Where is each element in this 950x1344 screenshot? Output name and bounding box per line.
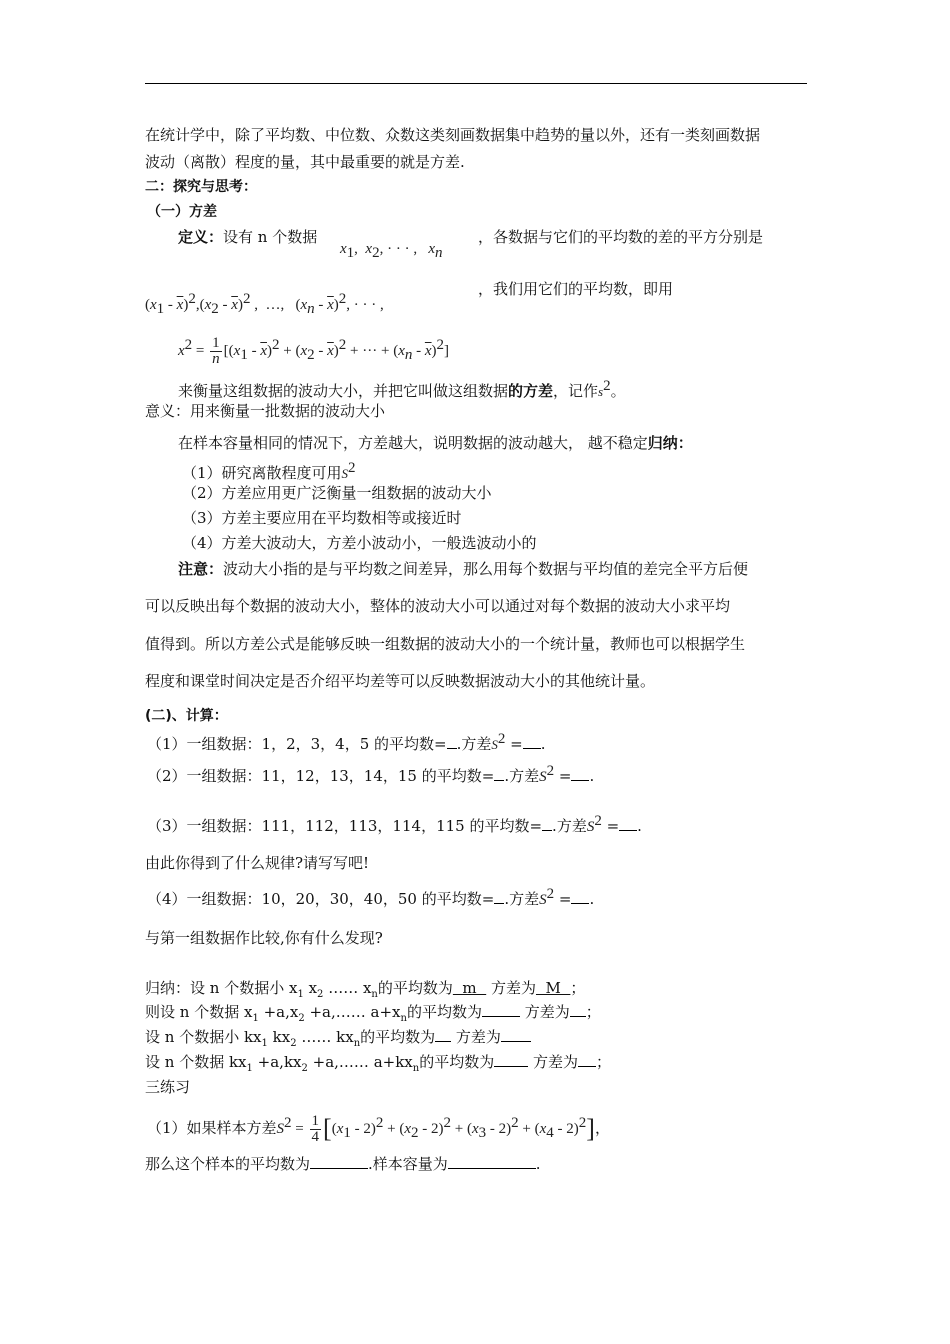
- practice-sample-size-blank[interactable]: [448, 1154, 536, 1169]
- intro-line-1: 在统计学中，除了平均数、中位数、众数这类刻画数据集中趋势的量以外，还有一类刻画数据: [145, 126, 761, 144]
- calc-q4-end: .: [589, 890, 595, 908]
- practice-q1-line-2: [145, 1154, 541, 1174]
- summary-line-4: 设 n 个数据 $kx_1 +a,kx_2$ +a,…… $a+kx_n$的平均数为 方差为 ；: [145, 1053, 612, 1074]
- item-3: （3）方差主要应用在平均数相等或接近时: [182, 509, 462, 527]
- practice-mean-blank[interactable]: [310, 1154, 368, 1169]
- summary-mean-m: m: [452, 979, 487, 997]
- calc-q1-variance-label: .方差: [456, 735, 492, 753]
- calc-q2-eq: =: [554, 767, 572, 785]
- sample-line: [178, 433, 693, 453]
- note-label: 注意：: [178, 560, 224, 578]
- practice-fraction: $\frac{1}{4}$: [311, 1112, 320, 1145]
- definition-text-a: 设有 n 个数据: [223, 228, 318, 246]
- summary-l4-f: ；: [596, 1053, 612, 1071]
- summary-l3-e: 方差为: [451, 1028, 501, 1046]
- header-rule: [145, 83, 807, 84]
- calc-q3-mean-blank[interactable]: [542, 816, 552, 831]
- summary-l2-c: +a,…… a+x: [304, 1003, 401, 1021]
- note-text-1: 波动大小指的是与平均数之间差异，那么用每个数据与平均值的差完全平方后便: [223, 560, 749, 578]
- note-line-1: [178, 559, 748, 579]
- calc-q2-end: .: [589, 767, 595, 785]
- summary-l1-f: ；: [570, 979, 586, 997]
- section-title: 二：探究与思考：: [145, 179, 257, 195]
- calc-q1-end: .: [540, 735, 546, 753]
- summary-line-1: 归纳：设 n 个数据小 $x_1$ $x_2$ …… $x_n$的平均数为 m 方差为 M ；: [145, 979, 586, 1000]
- summary-l3-variance-blank[interactable]: [501, 1027, 531, 1042]
- calc-q1: （1）一组数据：1，2，3，4，5 的平均数= .方差$S^2$ = .: [147, 731, 546, 753]
- calc-q2: （2）一组数据：11，12，13，14，15 的平均数= .方差$S^2$ = .: [147, 763, 595, 785]
- practice-q1-line2-a: 那么这个样本的平均数为: [145, 1155, 311, 1173]
- definition-text-f: 。: [610, 382, 626, 400]
- definition-line-1: [178, 227, 317, 247]
- calc-q3-text: （3）一组数据：111，112，113，114，115 的平均数=: [147, 817, 543, 835]
- variance-formula: $x^2$ = $\frac{1}{n}$ [$(x_1 - \overline{x})^2 + (x_2 - \overline{x})^2$ + ··· + $(x_n - \overline{x})^2$]: [178, 334, 450, 367]
- practice-q1-line2-c: .: [535, 1155, 541, 1173]
- summary-l1-d: 的平均数为: [377, 979, 453, 997]
- item-2: （2）方差应用更广泛衡量一组数据的波动大小: [182, 484, 492, 502]
- calc-q3-end: .: [637, 817, 642, 835]
- summary-l2-variance-blank[interactable]: [570, 1002, 586, 1017]
- definition-text-b: ，各数据与它们的平均数的差的平方分别是: [478, 228, 764, 246]
- summary-l4-c: +a,…… a+kx: [307, 1053, 413, 1071]
- calc-q4: （4）一组数据：10，20，30，40，50 的平均数= .方差$S^2$ = .: [147, 886, 595, 908]
- definition-text-d: 来衡量这组数据的波动大小，并把它叫做这组数据: [178, 382, 509, 400]
- item-4: （4）方差大波动大，方差小波动小，一般选波动小的: [182, 534, 537, 552]
- calc-q4-variance-label: .方差: [504, 890, 540, 908]
- calc-q2-variance-blank[interactable]: [571, 766, 589, 781]
- calc-q3-eq: =: [601, 817, 620, 835]
- note-line-2: 可以反映出每个数据的波动大小，整体的波动大小可以通过对每个数据的波动大小求平均: [145, 597, 731, 615]
- summary-l4-d: 的平均数为: [419, 1053, 495, 1071]
- summary-l1-e: 方差为: [486, 979, 536, 997]
- calc-q4-text: （4）一组数据：10，20，30，40，50 的平均数=: [147, 890, 495, 908]
- calc-q3-variance-blank[interactable]: [619, 816, 637, 831]
- summary-l3-mean-blank[interactable]: [435, 1027, 451, 1042]
- summary-l3-c: …… kx: [296, 1028, 354, 1046]
- note-line-3: 值得到。所以方差公式是能够反映一组数据的波动大小的一个统计量，教师也可以根据学生: [145, 635, 746, 653]
- calc-q3: （3）一组数据：111，112，113，114，115 的平均数= .方差$S^2$ = .: [147, 813, 642, 835]
- summary-l4-variance-blank[interactable]: [578, 1052, 596, 1067]
- practice-q1-line2-b: .样本容量为: [368, 1155, 448, 1173]
- definition-text-e: ，记作: [553, 382, 599, 400]
- calc-q3-variance-label: .方差: [552, 817, 587, 835]
- calc-q2-mean-blank[interactable]: [494, 766, 504, 781]
- calc-title: (二)、计算：: [145, 708, 228, 724]
- meaning-line: 意义：用来衡量一批数据的波动大小: [145, 402, 386, 420]
- summary-l4-mean-blank[interactable]: [494, 1052, 528, 1067]
- calc-q2-variance-label: .方差: [504, 767, 540, 785]
- definition-text-bold: 的方差: [508, 382, 554, 400]
- summary-l2-e: 方差为: [519, 1003, 570, 1021]
- summary-l4-a: 设 n 个数据 kx: [145, 1053, 247, 1071]
- rule-question: 由此你得到了什么规律?请写写吧!: [145, 854, 370, 872]
- intro-line-2: 波动（离散）程度的量，其中最重要的就是方差.: [145, 153, 465, 171]
- definition-line-3: 来衡量这组数据的波动大小，并把它叫做这组数据的方差，记作$s^2$。: [178, 378, 626, 400]
- practice-q1-line-1: （1）如果样本方差$S^2$ = $\frac{1}{4}$ $[(x_1 - 2)^2 + (x_2 - 2)^2 + (x_3 - 2)^2 + (x_4 - 2)^2]$，: [147, 1112, 610, 1145]
- data-symbols-formula: $x_1$, $x_2$, · · · , $x_n$: [340, 241, 443, 261]
- summary-line-3: 设 n 个数据小 $kx_1$ $kx_2$ …… $kx_n$的平均数为 方差为: [145, 1027, 531, 1054]
- compare-line: 与第一组数据作比较,你有什么发现?: [145, 929, 383, 947]
- calc-q4-mean-blank[interactable]: [494, 889, 504, 904]
- summary-l3-d: 的平均数为: [360, 1028, 436, 1046]
- practice-title: 三练习: [145, 1078, 191, 1096]
- guina-label: 归纳：: [647, 434, 693, 452]
- summary-l1-c: …… x: [323, 979, 372, 997]
- note-line-4: 程度和课堂时间决定是否介绍平均差等可以反映数据波动大小的其他统计量。: [145, 672, 656, 690]
- subsection-variance-title: （一）方差: [147, 204, 217, 220]
- sample-text: 在样本容量相同的情况下，方差越大，说明数据的波动越大， 越不稳定: [178, 434, 648, 452]
- definition-text-c: ，我们用它们的平均数，即用: [478, 280, 674, 298]
- practice-q1-text: （1）如果样本方差: [147, 1119, 277, 1137]
- summary-l1-a: 归纳：设 n 个数据小 x: [145, 979, 298, 997]
- calc-q1-variance-blank[interactable]: [523, 734, 541, 749]
- calc-q4-variance-blank[interactable]: [571, 889, 589, 904]
- summary-l2-f: ；: [585, 1003, 601, 1021]
- summary-line-2: 则设 n 个数据 $x_1 +a,x_2$ +a,…… $a+x_n$的平均数为 方差为 ；: [145, 1003, 601, 1024]
- summary-l3-a: 设 n 个数据小 kx: [145, 1028, 262, 1046]
- summary-l4-b: +a,kx: [252, 1053, 302, 1071]
- calc-q4-eq: =: [554, 890, 572, 908]
- definition-label: 定义：: [178, 228, 224, 246]
- practice-q1-end: ，: [594, 1119, 610, 1137]
- summary-l2-a: 则设 n 个数据 x: [145, 1003, 253, 1021]
- summary-l4-e: 方差为: [528, 1053, 579, 1071]
- item-1: （1）研究离散程度可用$S^2$: [182, 460, 356, 482]
- calc-q2-text: （2）一组数据：11，12，13，14，15 的平均数=: [147, 767, 495, 785]
- summary-l2-d: 的平均数为: [406, 1003, 482, 1021]
- summary-variance-M: M: [535, 979, 571, 997]
- summary-l1-b: x: [303, 979, 318, 997]
- calc-q1-eq: =: [505, 735, 523, 753]
- calc-q1-text: （1）一组数据：1，2，3，4，5 的平均数=: [147, 735, 447, 753]
- squared-differences-formula: $(x_1 - \overline{x})^2,(x_2 - \overline{x})^2$ , …, $(x_n - \overline{x})^2$, · · · ,: [145, 291, 384, 317]
- summary-l3-b: kx: [267, 1028, 291, 1046]
- summary-l2-b: +a,x: [258, 1003, 299, 1021]
- calc-q1-mean-blank[interactable]: [447, 734, 457, 749]
- summary-l2-mean-blank[interactable]: [482, 1002, 520, 1017]
- item-1-text: （1）研究离散程度可用: [182, 464, 342, 482]
